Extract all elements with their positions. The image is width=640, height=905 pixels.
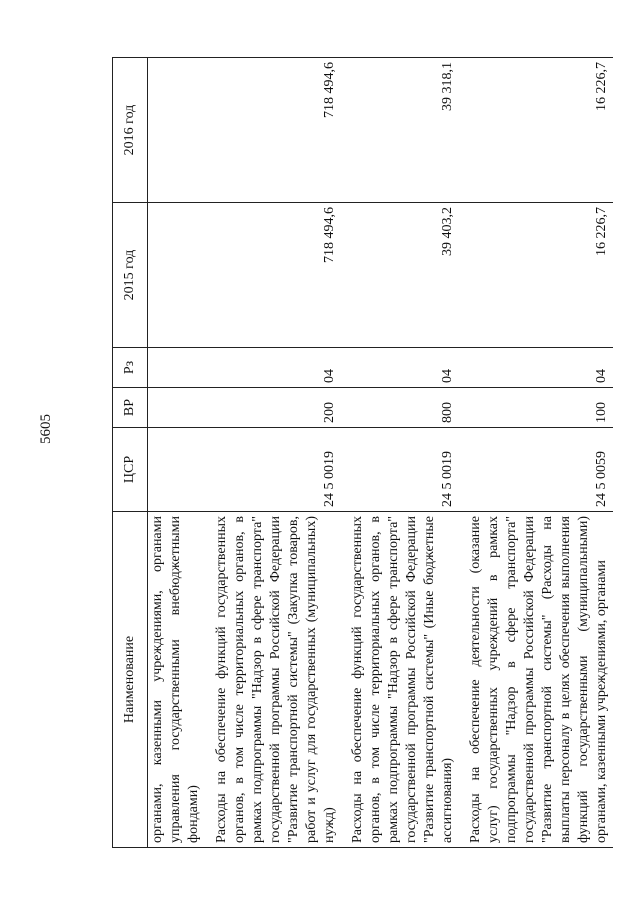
row-csr: 24 5 0019 — [205, 428, 341, 512]
row-2016: 16 226,7 — [459, 58, 613, 203]
row-2015: 39 403,2 — [341, 203, 459, 348]
table-row — [459, 58, 613, 848]
row-vr: 100 — [459, 388, 613, 428]
header-csr: ЦСР — [113, 428, 148, 512]
page-number: 5605 — [38, 414, 54, 444]
header-name: Наименование — [113, 512, 148, 848]
table-row — [148, 58, 206, 848]
row-2015: 718 494,6 — [205, 203, 341, 348]
row-name: Расходы на обеспечение функций государственных органов, в том числе территориальных органов, в рамках подпрограммы "Надзор в сфере транспорта" государственной программы Российской Федерации "Развитие транспортной системы" (Иные бюджетные ассигнования) — [341, 512, 459, 848]
row-name: Расходы на обеспечение функций государственных органов, в том числе территориальных органов, в рамках подпрограммы "Надзор в сфере транспорта" государственной программы Российской Федерации "Развитие транспортной системы" (Закупка товаров, работ и услуг для государственных (муниципальных) нужд) — [205, 512, 341, 848]
table-row — [205, 58, 341, 848]
row-csr — [148, 428, 206, 512]
row-vr — [148, 388, 206, 428]
row-vr: 200 — [205, 388, 341, 428]
row-2016 — [148, 58, 206, 203]
row-name: Расходы на обеспечение деятельности (оказание услуг) государственных учреждений в рамках подпрограммы "Надзор в сфере транспорта" государственной программы Российской Федерации "Развитие транспортной системы" (Расходы на выплаты персоналу в целях обеспечения выполнения функций государственными (муниципальными) органами, казенными учреждениями, органами — [459, 512, 613, 848]
header-rz: Рз — [113, 348, 148, 388]
row-rz: 04 — [341, 348, 459, 388]
header-vr: ВР — [113, 388, 148, 428]
row-rz: 04 — [205, 348, 341, 388]
row-2015 — [148, 203, 206, 348]
header-2016: 2016 год — [113, 58, 148, 203]
table-header-row — [113, 58, 148, 848]
row-2016: 718 494,6 — [205, 58, 341, 203]
table-row — [341, 58, 459, 848]
row-vr: 800 — [341, 388, 459, 428]
row-csr: 24 5 0059 — [459, 428, 613, 512]
row-2015: 16 226,7 — [459, 203, 613, 348]
header-2015: 2015 год — [113, 203, 148, 348]
row-name: органами, казенными учреждениями, органами управления государственными внебюджетными фондами) — [148, 512, 206, 848]
budget-table — [112, 57, 613, 848]
rotated-page-content — [112, 58, 610, 848]
row-rz — [148, 348, 206, 388]
row-2016: 39 318,1 — [341, 58, 459, 203]
row-csr: 24 5 0019 — [341, 428, 459, 512]
row-rz: 04 — [459, 348, 613, 388]
